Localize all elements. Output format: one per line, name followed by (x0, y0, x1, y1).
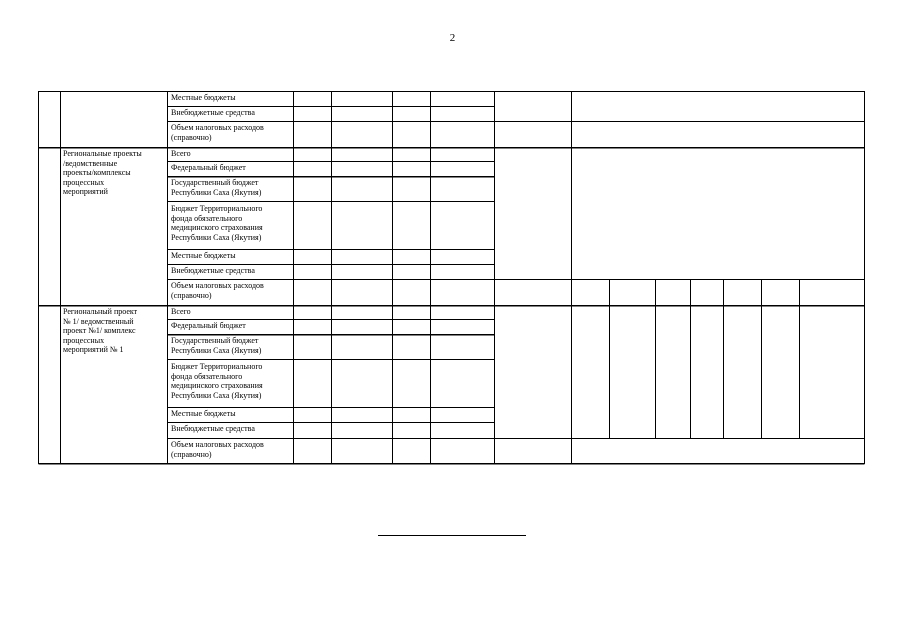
page-number: 2 (449, 32, 456, 44)
row-local-budgets: Местные бюджеты (171, 409, 236, 418)
row-tax-expenditures: Объем налоговых расходов (справочно) (171, 281, 264, 300)
row-state-budget: Государственный бюджет Республики Саха (Якутия) (171, 178, 262, 197)
row-local-budgets: Местные бюджеты (171, 93, 236, 102)
row-extrabudget-funds: Внебюджетные средства (171, 108, 255, 117)
section-regional-projects: Региональные проекты /ведомственные проекты/комплексы процессных мероприятий (63, 149, 142, 196)
row-total: Всего (171, 307, 191, 316)
row-tfoms-budget: Бюджет Территориального фонда обязательного медицинского страхования Республики Саха (Якутия) (171, 204, 263, 242)
row-extrabudget-funds: Внебюджетные средства (171, 424, 255, 433)
row-local-budgets: Местные бюджеты (171, 251, 236, 260)
row-federal-budget: Федеральный бюджет (171, 163, 246, 172)
section-regional-project-1: Региональный проект № 1/ ведомственный проект №1/ комплекс процессных мероприятий № 1 (63, 307, 138, 354)
row-extrabudget-funds: Внебюджетные средства (171, 266, 255, 275)
row-state-budget: Государственный бюджет Республики Саха (Якутия) (171, 336, 262, 355)
row-federal-budget: Федеральный бюджет (171, 321, 246, 330)
row-tfoms-budget: Бюджет Территориального фонда обязательного медицинского страхования Республики Саха (Якутия) (171, 362, 263, 400)
row-tax-expenditures: Объем налоговых расходов (справочно) (171, 440, 264, 459)
row-total: Всего (171, 149, 191, 158)
row-tax-expenditures: Объем налоговых расходов (справочно) (171, 123, 264, 142)
footer-separator-line (378, 535, 526, 536)
